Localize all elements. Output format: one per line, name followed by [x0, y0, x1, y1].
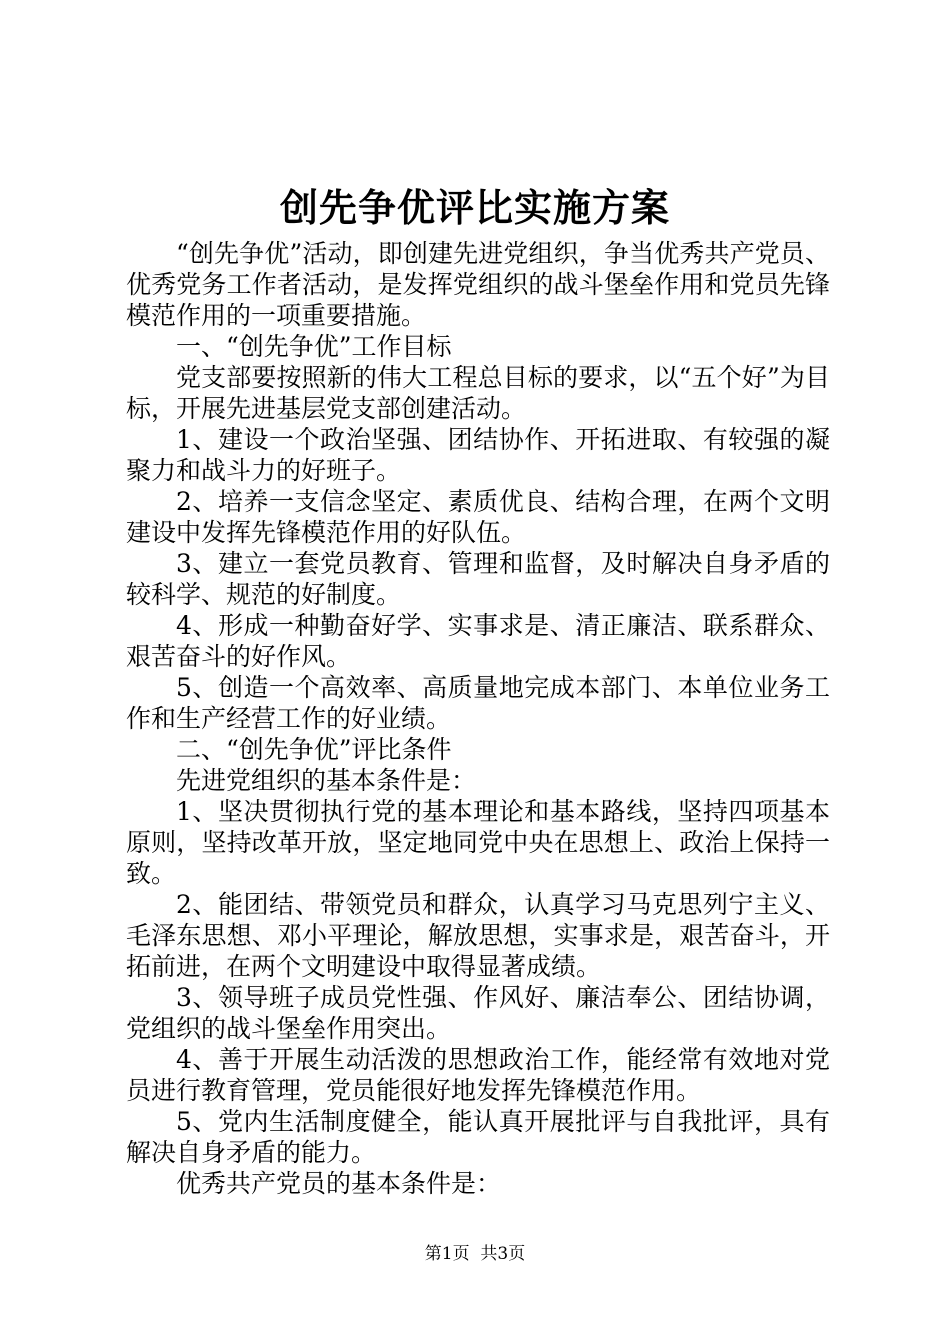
page-total: 共3页 [480, 1244, 526, 1264]
paragraph: 优秀共产党员的基本条件是： [176, 1169, 502, 1198]
section-heading: 二、“创先争优”评比条件 [176, 735, 452, 764]
page-number: 第1页 [424, 1244, 470, 1264]
paragraph: “创先争优”活动，即创建先进党组织，争当优秀共产党员、优秀党务工作者活动，是发挥党组织的战斗堡垒作用和党员先锋模范作用的一项重要措施。 [126, 239, 830, 330]
paragraph: 党支部要按照新的伟大工程总目标的要求，以“五个好”为目标，开展先进基层党支部创建活动。 [126, 363, 830, 423]
list-item: 3、领导班子成员党性强、作风好、廉洁奉公、团结协调，党组织的战斗堡垒作用突出。 [126, 983, 830, 1043]
list-item: 2、能团结、带领党员和群众，认真学习马克思列宁主义、毛泽东思想、邓小平理论，解放思想，实事求是，艰苦奋斗，开拓前进，在两个文明建设中取得显著成绩。 [126, 890, 830, 981]
list-item: 5、创造一个高效率、高质量地完成本部门、本单位业务工作和生产经营工作的好业绩。 [126, 673, 830, 733]
list-item: 1、建设一个政治坚强、团结协作、开拓进取、有较强的凝聚力和战斗力的好班子。 [126, 425, 830, 485]
page-footer [0, 1243, 950, 1265]
document-title: 创先争优评比实施方案 [279, 185, 670, 230]
list-item: 5、党内生活制度健全，能认真开展批评与自我批评，具有解决自身矛盾的能力。 [126, 1107, 830, 1167]
document-body [126, 238, 830, 1199]
list-item: 1、坚决贯彻执行党的基本理论和基本路线，坚持四项基本原则，坚持改革开放，坚定地同党中央在思想上、政治上保持一致。 [126, 797, 830, 888]
list-item: 4、善于开展生动活泼的思想政治工作，能经常有效地对党员进行教育管理，党员能很好地发挥先锋模范作用。 [126, 1045, 830, 1105]
list-item: 2、培养一支信念坚定、素质优良、结构合理，在两个文明建设中发挥先锋模范作用的好队伍。 [126, 487, 830, 547]
list-item: 4、形成一种勤奋好学、实事求是、清正廉洁、联系群众、艰苦奋斗的好作风。 [126, 611, 830, 671]
section-heading: 一、“创先争优”工作目标 [176, 332, 452, 361]
list-item: 3、建立一套党员教育、管理和监督，及时解决自身矛盾的较科学、规范的好制度。 [126, 549, 830, 609]
paragraph: 先进党组织的基本条件是： [176, 766, 477, 795]
